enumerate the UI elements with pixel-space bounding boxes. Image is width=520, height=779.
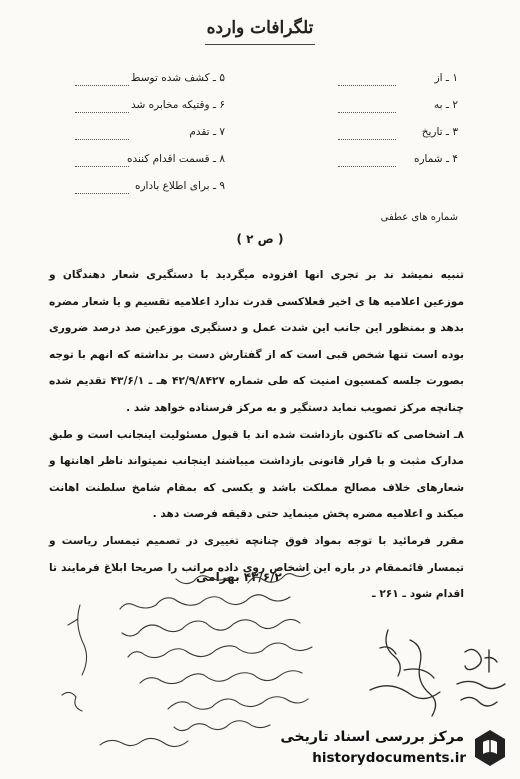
header-fields-left — [75, 72, 225, 207]
field-for-information: ۹ ـ برای اطلاع باداره — [75, 180, 225, 207]
field-decoded-by: ۵ ـ کشف شده توسط — [75, 72, 225, 99]
field-date: ۳ ـ تاریخ — [338, 126, 458, 153]
page-number: ( ص ۲ ) — [236, 232, 284, 246]
paragraph-1: تنبیه نمیشد ند بر تجری انها افزوده میگردید با دستگیری شعار دهندگان و موزعین اعلامیه ها ی اخیر فعلاکسی قدرت ندارد اعلامیه تقسیم و یا شعار مضره بدهد و بمنظور این جانب این شدت عمل و دستگیری موزعین صد درصد ضروری بوده است تنها شخص قبی است که از گفتارش دست بر نداشته که انهم با توجه بصورت جلسه کمسیون امنیت که طی شماره ۴۲/۹/۸۴۲۷ هـ ـ ۴۳/۶/۱ تقدیم شده چنانچه مرکز تصویب نماید دستگیر و به مرکز فرستاده خواهد شد . — [49, 269, 464, 414]
archive-logo-icon — [472, 728, 508, 768]
field-transmitted-when: ۶ ـ وقتیکه مخابره شد — [75, 99, 225, 126]
field-action-section: ۸ ـ قسمت اقدام کننده — [75, 153, 225, 180]
field-from: ۱ ـ از — [338, 72, 458, 99]
field-priority: ۷ ـ تقدم — [75, 126, 225, 153]
telegram-body — [49, 262, 464, 608]
reference-numbers-label: شماره های عطفی — [380, 212, 458, 223]
signature-line: ۴۳/۶/۲ بهرامی — [196, 570, 282, 584]
handwritten-annotation — [445, 640, 515, 730]
field-number: ۴ ـ شماره — [338, 153, 458, 180]
header-fields-right — [338, 72, 458, 180]
document-title: تلگرافات وارده — [206, 18, 314, 38]
archive-watermark — [250, 726, 512, 774]
paragraph-3: مقرر فرمائید با توجه بمواد فوق چنانچه تغییری در تصمیم تیمسار ریاست و تیمسار قائممقام در باره این اشخاص روی داده مراتب را صریحا ابلاغ فرمایند تا اقدام شود ـ ۲۶۱ ـ — [49, 534, 464, 601]
paragraph-2: ۸ـ اشخاصی که تاکنون بازداشت شده اند با قبول مسئولیت اینجانب است و طبق مدارک مثبت و با قرار قانونی بازداشت میباشند اینجانب نمیتواند ناظر اهانتها و شعارهای خلاف مصالح مملکت باشد و یکسی که بمقام شامخ سلطنت اهانت میکند و اعلامیه مضره پخش مینماید حتی دقیقه فرصت دهد . — [49, 428, 464, 521]
watermark-url: historydocuments.ir — [312, 750, 466, 766]
watermark-persian-text: مرکز بررسی اسناد تاریخی — [280, 729, 464, 745]
field-to: ۲ ـ به — [338, 99, 458, 126]
title-underline — [205, 44, 315, 45]
